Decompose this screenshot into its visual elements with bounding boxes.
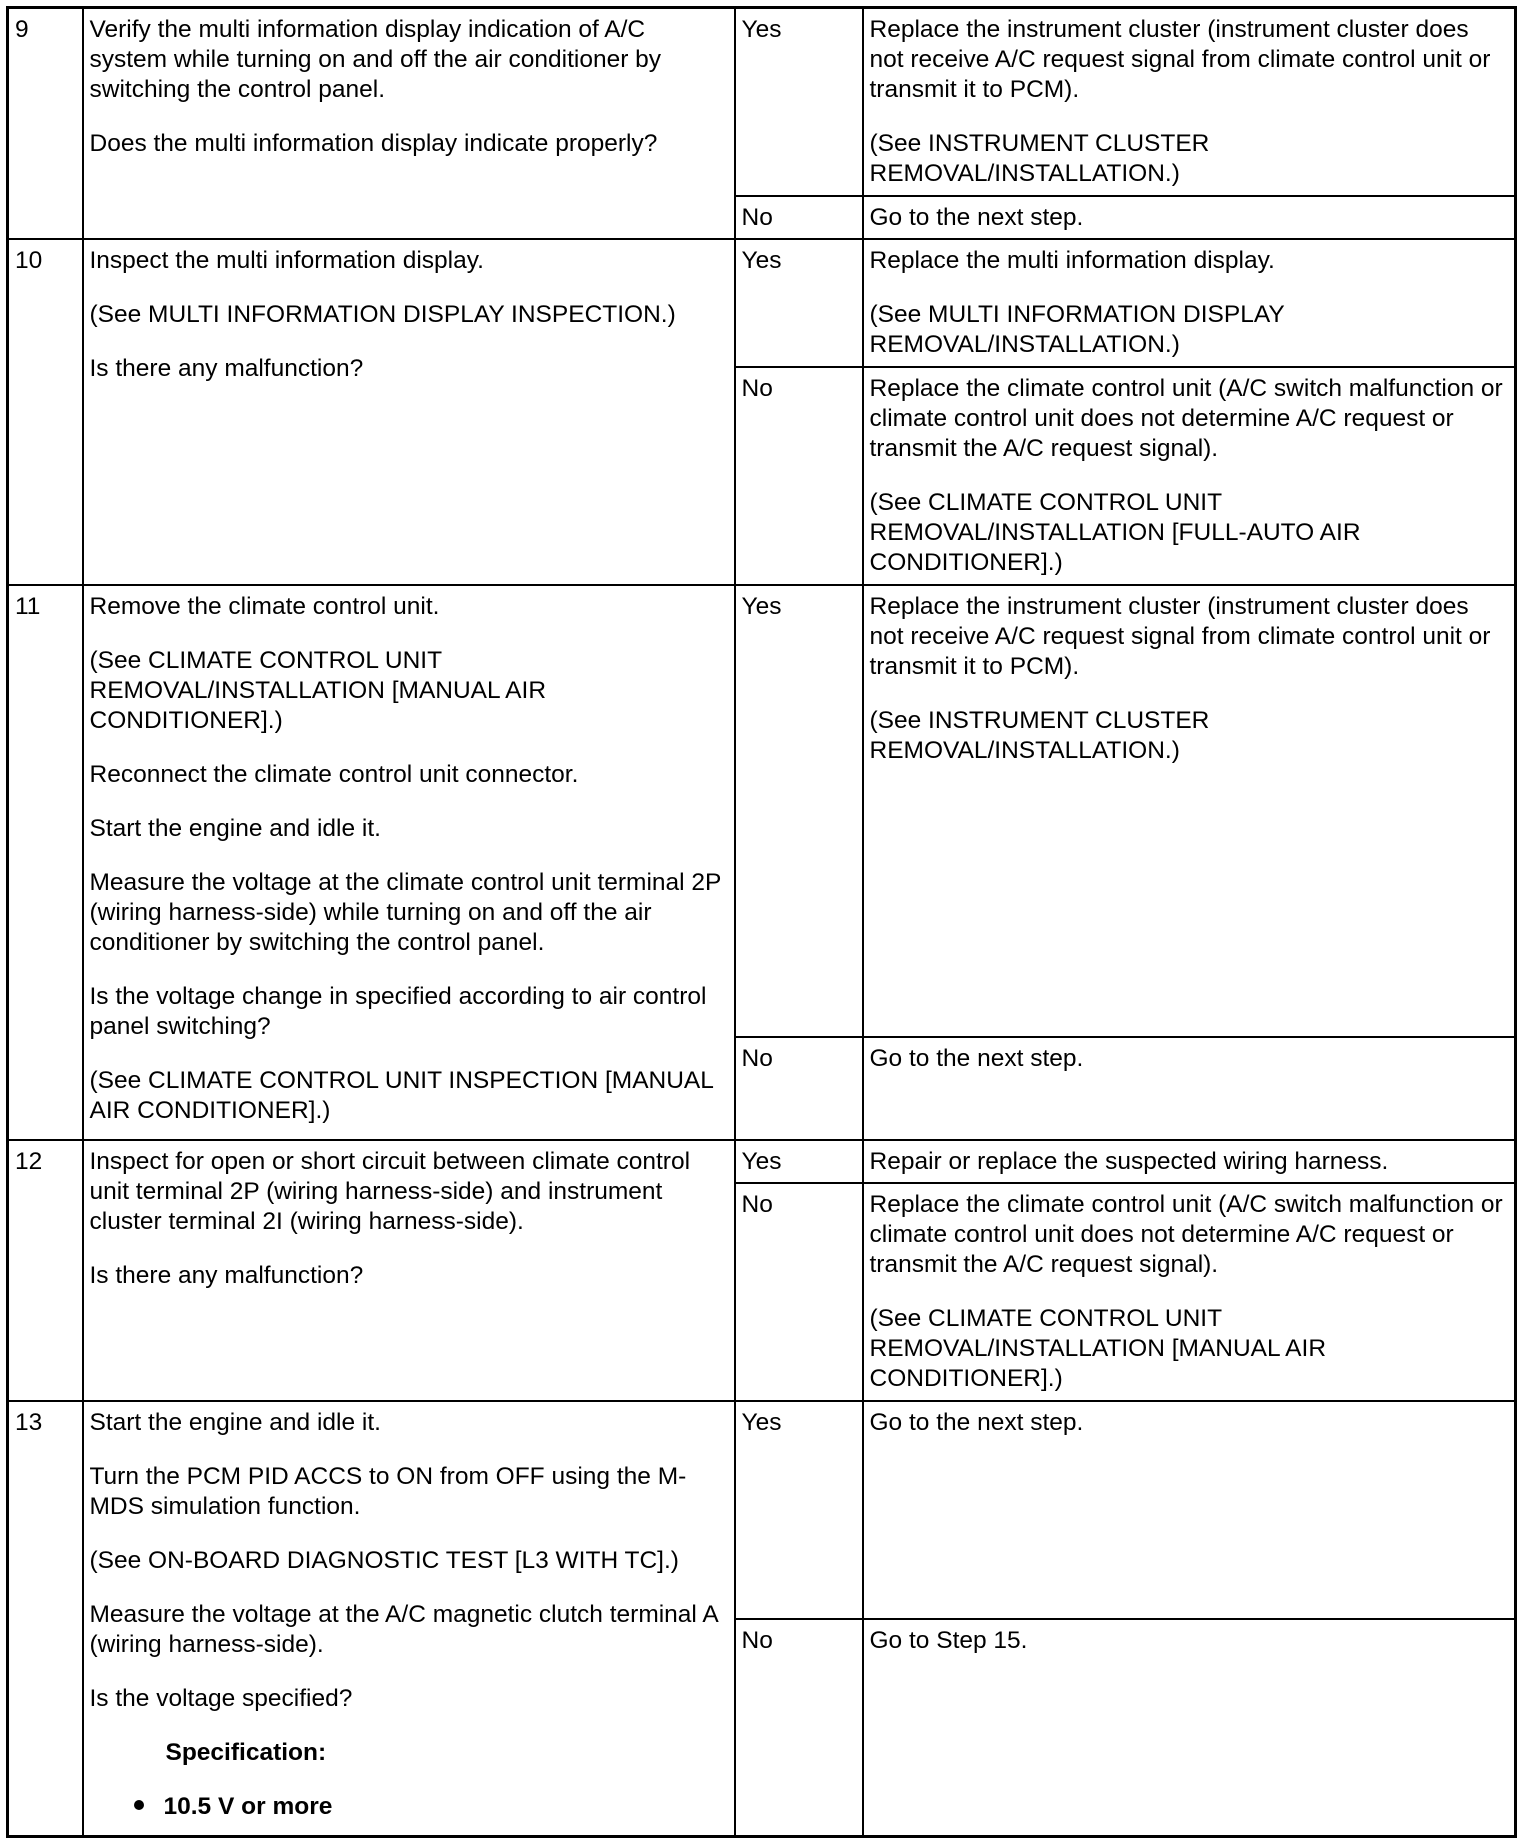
action-text: Start the engine and idle it. bbox=[89, 1408, 381, 1436]
no-label: No bbox=[735, 1619, 863, 1837]
result-text: Replace the instrument cluster (instrument cluster does not receive A/C request signal from climate control unit or transmit it to PCM). bbox=[869, 592, 1491, 680]
specification-label: Specification: bbox=[165, 1738, 327, 1766]
action-text: Does the multi information display indicate properly? bbox=[89, 130, 658, 157]
step-action bbox=[83, 1140, 735, 1401]
step-action bbox=[83, 585, 735, 1140]
yes-result bbox=[863, 239, 1516, 367]
action-text: Remove the climate control unit. bbox=[89, 592, 440, 620]
action-text: Inspect for open or short circuit between climate control unit terminal 2P (wiring harness-side) and instrument cluster terminal 2I (wiring harness-side). bbox=[89, 1147, 691, 1235]
action-text: Start the engine and idle it. bbox=[89, 814, 381, 842]
result-text: Replace the instrument cluster (instrument cluster does not receive A/C request signal from climate control unit or transmit it to PCM). bbox=[869, 16, 1491, 103]
yes-label: Yes bbox=[735, 585, 863, 1037]
step-13-yes-row bbox=[8, 1401, 1516, 1619]
action-text: (See ON-BOARD DIAGNOSTIC TEST [L3 WITH TC].) bbox=[89, 1546, 679, 1574]
step-number: 10 bbox=[8, 239, 83, 585]
result-text: Go to the next step. bbox=[869, 203, 1084, 231]
step-number: 12 bbox=[8, 1140, 83, 1401]
yes-label: Yes bbox=[735, 8, 863, 196]
action-text: Is the voltage change in specified according to air control panel switching? bbox=[89, 982, 707, 1040]
step-action bbox=[83, 1401, 735, 1837]
yes-result bbox=[863, 585, 1516, 1037]
action-text: Is there any malfunction? bbox=[89, 1261, 364, 1289]
action-text: (See CLIMATE CONTROL UNIT INSPECTION [MANUAL AIR CONDITIONER].) bbox=[89, 1066, 713, 1124]
result-text: Replace the climate control unit (A/C switch malfunction or climate control unit does not determine A/C request or transmit the A/C request signal). bbox=[869, 1190, 1503, 1278]
no-result bbox=[863, 367, 1516, 585]
result-text: Repair or replace the suspected wiring harness. bbox=[869, 1147, 1389, 1175]
yes-label: Yes bbox=[735, 1140, 863, 1183]
action-text: Is there any malfunction? bbox=[89, 354, 364, 382]
action-text: Measure the voltage at the climate control unit terminal 2P (wiring harness-side) while turning on and off the air conditioner by switching the control panel. bbox=[89, 868, 721, 956]
result-text: (See CLIMATE CONTROL UNIT REMOVAL/INSTALLATION [FULL-AUTO AIR CONDITIONER].) bbox=[869, 488, 1361, 576]
no-result bbox=[863, 1183, 1516, 1401]
no-label: No bbox=[735, 367, 863, 585]
step-9-yes-row bbox=[8, 8, 1516, 196]
step-action bbox=[83, 8, 735, 239]
no-result bbox=[863, 1037, 1516, 1140]
result-text: (See MULTI INFORMATION DISPLAY REMOVAL/INSTALLATION.) bbox=[869, 300, 1285, 358]
action-text: Turn the PCM PID ACCS to ON from OFF using the M-MDS simulation function. bbox=[89, 1462, 687, 1520]
bullet-icon bbox=[134, 1800, 144, 1810]
yes-result bbox=[863, 1140, 1516, 1183]
step-11-yes-row bbox=[8, 585, 1516, 1037]
yes-label: Yes bbox=[735, 239, 863, 367]
no-label: No bbox=[735, 196, 863, 239]
diagnostic-procedure-page bbox=[6, 6, 1514, 1826]
action-text: Inspect the multi information display. bbox=[89, 246, 484, 274]
result-text: Replace the multi information display. bbox=[869, 246, 1275, 274]
result-text: Go to the next step. bbox=[869, 1408, 1084, 1436]
step-10-yes-row bbox=[8, 239, 1516, 367]
specification-value: 10.5 V or more bbox=[163, 1792, 333, 1820]
action-text: Measure the voltage at the A/C magnetic clutch terminal A (wiring harness-side). bbox=[89, 1600, 718, 1658]
step-12-yes-row bbox=[8, 1140, 1516, 1183]
no-result bbox=[863, 196, 1516, 239]
step-number: 13 bbox=[8, 1401, 83, 1837]
specification-item bbox=[134, 1792, 728, 1822]
result-text: (See CLIMATE CONTROL UNIT REMOVAL/INSTALLATION [MANUAL AIR CONDITIONER].) bbox=[869, 1304, 1327, 1392]
action-text: (See CLIMATE CONTROL UNIT REMOVAL/INSTALLATION [MANUAL AIR CONDITIONER].) bbox=[89, 646, 547, 734]
result-text: Replace the climate control unit (A/C switch malfunction or climate control unit does not determine A/C request or transmit the A/C request signal). bbox=[869, 374, 1503, 462]
yes-result bbox=[863, 1401, 1516, 1619]
no-result bbox=[863, 1619, 1516, 1837]
action-text: (See MULTI INFORMATION DISPLAY INSPECTION.) bbox=[89, 300, 676, 328]
action-text: Reconnect the climate control unit connector. bbox=[89, 760, 579, 788]
step-number: 9 bbox=[8, 8, 83, 239]
action-text: Is the voltage specified? bbox=[89, 1684, 353, 1712]
result-text: (See INSTRUMENT CLUSTER REMOVAL/INSTALLATION.) bbox=[869, 130, 1210, 187]
step-number: 11 bbox=[8, 585, 83, 1140]
action-text: Verify the multi information display indication of A/C system while turning on and off the air conditioner by switching the control panel. bbox=[89, 16, 662, 103]
result-text: Go to Step 15. bbox=[869, 1626, 1028, 1654]
no-label: No bbox=[735, 1037, 863, 1140]
step-action bbox=[83, 239, 735, 585]
yes-label: Yes bbox=[735, 1401, 863, 1619]
yes-result bbox=[863, 8, 1516, 196]
result-text: Go to the next step. bbox=[869, 1044, 1084, 1072]
no-label: No bbox=[735, 1183, 863, 1401]
result-text: (See INSTRUMENT CLUSTER REMOVAL/INSTALLATION.) bbox=[869, 706, 1210, 764]
diagnostic-steps-table bbox=[6, 6, 1517, 1838]
